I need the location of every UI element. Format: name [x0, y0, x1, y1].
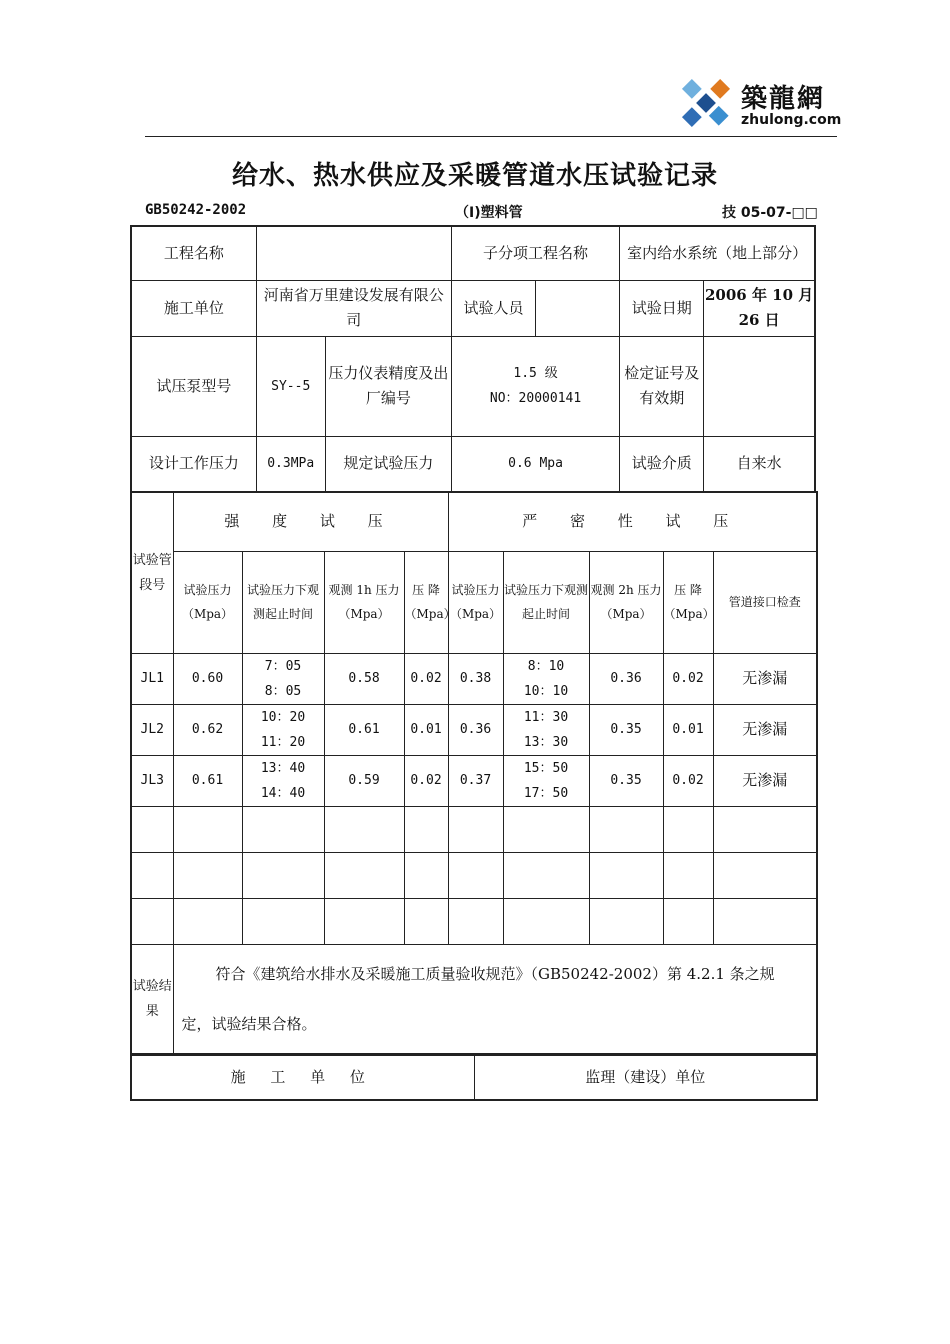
tight-pressure-cell: 0.38: [448, 653, 503, 704]
tight-drop-cell: 0.02: [663, 755, 713, 806]
info-table: [130, 225, 816, 493]
tester-value: [536, 280, 620, 336]
tightness-test-header: 严 密 性 试 压: [448, 492, 817, 551]
contractor-value: 河南省万里建设发展有限公司: [256, 280, 451, 336]
col-tight-time: 试验压力下观测起止时间: [503, 551, 589, 653]
start-time: 10：20: [260, 709, 306, 725]
tight-pressure-cell: 0.37: [448, 755, 503, 806]
end-time: 14：40: [260, 785, 306, 801]
strength-pressure-cell: 0.60: [173, 653, 242, 704]
project-name-label: 工程名称: [131, 226, 256, 280]
contractor-label: 施工单位: [131, 280, 256, 336]
design-pressure-label: 设计工作压力: [131, 436, 256, 492]
tight-time-cell: [503, 653, 589, 704]
result-line-2: 定，试验结果合格。: [181, 1014, 317, 1033]
project-name-value: [256, 226, 451, 280]
strength-drop-cell: 0.02: [404, 755, 448, 806]
segment-label: 试验管段号: [131, 492, 173, 653]
start-time: 8：10: [527, 658, 565, 674]
strength-1h-cell: 0.59: [324, 755, 404, 806]
empty-row: [131, 852, 817, 898]
pump-model-value: SY--5: [256, 336, 325, 436]
page-title: 给水、热水供应及采暖管道水压试验记录: [231, 161, 718, 191]
result-line-1: 符合《建筑给水排水及采暖施工质量验收规范》（GB50242-2002）第 4.2.1 条之规: [215, 964, 775, 983]
tight-pressure-cell: 0.36: [448, 704, 503, 755]
tight-time-cell: [503, 704, 589, 755]
pump-model-label: 试压泵型号: [131, 336, 256, 436]
strength-1h-cell: 0.58: [324, 653, 404, 704]
strength-1h-cell: 0.61: [324, 704, 404, 755]
gauge-label: 压力仪表精度及出厂编号: [325, 336, 451, 436]
joint-check-cell: 无渗漏: [713, 704, 817, 755]
empty-row: [131, 898, 817, 944]
tight-2h-cell: 0.36: [589, 653, 663, 704]
strength-test-header: 强 度 试 压: [173, 492, 448, 551]
end-time: 11：20: [260, 734, 306, 750]
tight-drop-cell: 0.02: [663, 653, 713, 704]
result-text: [173, 944, 817, 1054]
supervisor-signoff: 监理（建设）单位: [474, 1055, 817, 1100]
logo-mark-icon: [675, 72, 737, 134]
end-time: 17：50: [523, 785, 569, 801]
logo-english-text: zhulong.com: [741, 112, 842, 128]
design-pressure-value: 0.3MPa: [256, 436, 325, 492]
strength-pressure-cell: 0.61: [173, 755, 242, 806]
end-time: 10：10: [523, 683, 569, 699]
gauge-value: [451, 336, 619, 436]
joint-check-cell: 无渗漏: [713, 755, 817, 806]
strength-time-cell: [242, 755, 324, 806]
strength-drop-cell: 0.01: [404, 704, 448, 755]
end-time: 8：05: [264, 683, 302, 699]
col-strength-1h: 观测 1h 压力（Mpa）: [324, 551, 404, 653]
end-time: 13：30: [523, 734, 569, 750]
strength-time-cell: [242, 704, 324, 755]
test-date-label: 试验日期: [620, 280, 704, 336]
col-tight-pressure: 试验压力（Mpa）: [448, 551, 503, 653]
col-strength-pressure: 试验压力（Mpa）: [173, 551, 242, 653]
strength-pressure-cell: 0.62: [173, 704, 242, 755]
test-pressure-value: 0.6 Mpa: [451, 436, 619, 492]
col-joint-check: 管道接口检查: [713, 551, 817, 653]
col-tight-2h: 观测 2h 压力（Mpa）: [589, 551, 663, 653]
signoff-table: [130, 1054, 818, 1101]
cert-value: [704, 336, 815, 436]
pipe-category: （Ⅰ)塑料管: [455, 205, 523, 221]
medium-value: 自来水: [704, 436, 815, 492]
cert-label: 检定证号及有效期: [620, 336, 704, 436]
start-time: 13：40: [260, 760, 306, 776]
standard-code: GB50242-2002: [145, 202, 247, 218]
tester-label: 试验人员: [451, 280, 535, 336]
medium-label: 试验介质: [620, 436, 704, 492]
test-date-value: 2006 年 10 月 26 日: [704, 280, 815, 336]
tight-drop-cell: 0.01: [663, 704, 713, 755]
sub-project-label: 子分项工程名称: [451, 226, 619, 280]
col-tight-drop: 压 降（Mpa）: [663, 551, 713, 653]
col-strength-drop: 压 降（Mpa）: [404, 551, 448, 653]
table-row: [131, 704, 817, 755]
header-divider: [145, 136, 837, 137]
empty-row: [131, 806, 817, 852]
segment-cell: JL3: [131, 755, 173, 806]
table-row: [131, 755, 817, 806]
gauge-serial-no: NO：20000141: [489, 391, 582, 406]
col-strength-time: 试验压力下观测起止时间: [242, 551, 324, 653]
start-time: 15：50: [523, 760, 569, 776]
tight-time-cell: [503, 755, 589, 806]
start-time: 11：30: [523, 709, 569, 725]
zhulong-logo: [675, 72, 840, 134]
strength-time-cell: [242, 653, 324, 704]
form-number: 技 05-07-□□: [722, 205, 818, 221]
strength-drop-cell: 0.02: [404, 653, 448, 704]
segment-cell: JL1: [131, 653, 173, 704]
tight-2h-cell: 0.35: [589, 704, 663, 755]
contractor-signoff: 施 工 单 位: [131, 1055, 474, 1100]
logo-chinese-text: 築龍網: [741, 84, 826, 114]
result-label: 试验结果: [131, 944, 173, 1054]
sub-project-value: 室内给水系统（地上部分）: [620, 226, 815, 280]
table-row: [131, 653, 817, 704]
gauge-grade: 1.5 级: [513, 366, 558, 381]
segment-cell: JL2: [131, 704, 173, 755]
pressure-test-table: [130, 491, 818, 1055]
start-time: 7：05: [264, 658, 302, 674]
test-pressure-label: 规定试验压力: [325, 436, 451, 492]
joint-check-cell: 无渗漏: [713, 653, 817, 704]
tight-2h-cell: 0.35: [589, 755, 663, 806]
